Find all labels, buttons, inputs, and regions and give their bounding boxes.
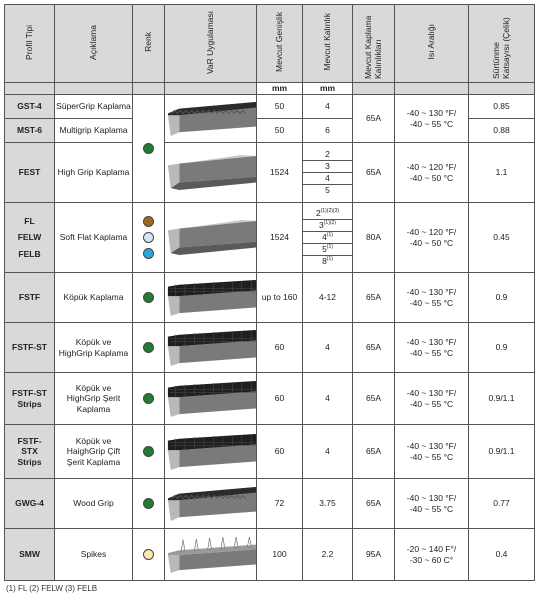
color-cell [133,95,165,203]
header-var: VaR Uygulaması [165,5,257,83]
table-row [5,323,535,373]
grip-belt-icon [166,99,256,139]
table-row [5,529,535,581]
profile-image [165,273,257,323]
width: 100 [257,529,303,581]
color-dot-green [143,342,154,353]
width: 50 [257,119,303,143]
profile-image [165,373,257,425]
thickness-option: 4$^{(1)}$ [303,232,352,244]
thickness-option: 2 [303,149,352,161]
description: Köpük ve HighGrip Kaplama [55,323,133,373]
width: 72 [257,479,303,529]
profile-code [5,203,55,273]
header-aciklama: Açıklama [55,5,133,83]
color-dot-green [143,292,154,303]
thickness-list [303,143,353,203]
friction: 0.9/1.1 [469,373,535,425]
cover: 65A [353,373,395,425]
profile-image [165,529,257,581]
description: High Grip Kaplama [55,143,133,203]
description: Köpük ve HaighGrip Çift Şerit Kaplama [55,425,133,479]
friction: 0.9 [469,323,535,373]
footnote: (1) FL (2) FELW (3) FELB [6,584,98,593]
table-row [5,373,535,425]
temperature: -20 ~ 140 F°/ -30 ~ 60 C° [395,529,469,581]
profile-code: FSTF-ST [5,323,55,373]
units-row [5,83,535,95]
thickness: 6 [303,119,353,143]
temperature: -40 ~ 120 °F/ -40 ~ 50 °C [395,143,469,203]
header-genislik: Mevcut Genişlik [257,5,303,83]
width: 60 [257,323,303,373]
thickness-option: 3 [303,161,352,173]
cover: 65A [353,479,395,529]
color-dot-lightblue [143,232,154,243]
width: 60 [257,425,303,479]
unit-kalinlik: mm [303,83,353,95]
width: 1524 [257,143,303,203]
thickness-option: 4 [303,173,352,185]
table-row [5,143,535,203]
color-cell [133,425,165,479]
thickness: 2.2 [303,529,353,581]
spike-belt-icon [166,535,256,575]
profile-image [165,95,257,143]
color-dot-green [143,393,154,404]
color-dot-green [143,143,154,154]
friction: 0.4 [469,529,535,581]
header-renk: Renk [133,5,165,83]
temperature: -40 ~ 130 °F/ -40 ~ 55 °C [395,323,469,373]
thickness-option: $2^{(1)(2)(3)}$ [303,208,352,220]
thickness: 4-12 [303,273,353,323]
profile-code: GWG-4 [5,479,55,529]
spec-table [4,4,535,581]
color-cell [133,529,165,581]
table-row [5,425,535,479]
width: 50 [257,95,303,119]
temperature: -40 ~ 130 °F/ -40 ~ 55 °C [395,95,469,143]
thickness: 4 [303,95,353,119]
foam-belt-icon [166,328,256,368]
color-cell [133,273,165,323]
profile-code: SMW [5,529,55,581]
description: Spikes [55,529,133,581]
color-cell [133,373,165,425]
profile-code: FSTF- STX Strips [5,425,55,479]
color-dot-green [143,446,154,457]
thickness: 4 [303,425,353,479]
thickness-option: 5$^{(1)}$ [303,244,352,256]
temperature: -40 ~ 130 °F/ -40 ~ 55 °C [395,479,469,529]
profile-code: FSTF [5,273,55,323]
header-surtunme: Sürtünme Katsayısı (Çelik) [469,5,535,83]
plain-belt-icon [166,218,256,258]
color-cell [133,323,165,373]
thickness-option: 5 [325,185,330,196]
header-isi: Isı Aralığı [395,5,469,83]
table-row [5,203,535,273]
temperature: -40 ~ 130 °F/ -40 ~ 55 °C [395,273,469,323]
color-cell [133,203,165,273]
profile-code: FSTF-ST Strips [5,373,55,425]
header-profil: Profil Tipi [5,5,55,83]
profile-image [165,479,257,529]
header-kaplama: Mevcut Kaplama Kalınlıkları [353,5,395,83]
temperature: -40 ~ 130 °F/ -40 ~ 55 °C [395,373,469,425]
thickness-list [303,203,353,273]
wood-grip-belt-icon [166,484,256,524]
plain-belt-icon [166,153,256,193]
cover: 65A [353,425,395,479]
unit-genislik: mm [257,83,303,95]
profile-image [165,425,257,479]
friction: 0.88 [469,119,535,143]
cover: 65A [353,273,395,323]
color-dot-cream [143,549,154,560]
profile-image [165,203,257,273]
width: 60 [257,373,303,425]
code-felw: FELW [17,232,42,243]
profile-code: GST-4 [5,95,55,119]
table-row [5,479,535,529]
code-felb: FELB [18,248,41,259]
color-dot-green [143,498,154,509]
profile-code: MST-6 [5,119,55,143]
color-dot-blue [143,248,154,259]
friction: 0.9 [469,273,535,323]
table-row [5,273,535,323]
description: SüperGrip Kaplama [55,95,133,119]
foam-belt-icon [166,432,256,472]
header-kalinlik: Mevcut Kalınlık [303,5,353,83]
description: Multigrip Kaplama [55,119,133,143]
profile-image [165,323,257,373]
foam-belt-icon [166,278,256,318]
description: Soft Flat Kaplama [55,203,133,273]
code-fl: FL [24,215,35,226]
thickness: 3.75 [303,479,353,529]
foam-belt-icon [166,379,256,419]
cover: 65A [353,143,395,203]
cover: 65A [353,323,395,373]
width: 1524 [257,203,303,273]
description: Wood Grip [55,479,133,529]
friction: 1.1 [469,143,535,203]
friction: 0.45 [469,203,535,273]
profile-code: FEST [5,143,55,203]
description: Köpük ve HighGrip Şerit Kaplama [55,373,133,425]
thickness: 4 [303,323,353,373]
width: up to 160 [257,273,303,323]
temperature: -40 ~ 120 °F/ -40 ~ 50 °C [395,203,469,273]
table-row [5,95,535,119]
friction: 0.9/1.1 [469,425,535,479]
description: Köpük Kaplama [55,273,133,323]
thickness: 4 [303,373,353,425]
thickness-option: 8$^{(1)}$ [322,256,333,267]
cover: 95A [353,529,395,581]
color-dot-brown [143,216,154,227]
friction: 0.77 [469,479,535,529]
temperature: -40 ~ 130 °F/ -40 ~ 55 °C [395,425,469,479]
color-cell [133,479,165,529]
friction: 0.85 [469,95,535,119]
thickness-option: $3^{(1)(2)}$ [303,220,352,232]
profile-image [165,143,257,203]
cover: 80A [353,203,395,273]
cover: 65A [353,95,395,143]
